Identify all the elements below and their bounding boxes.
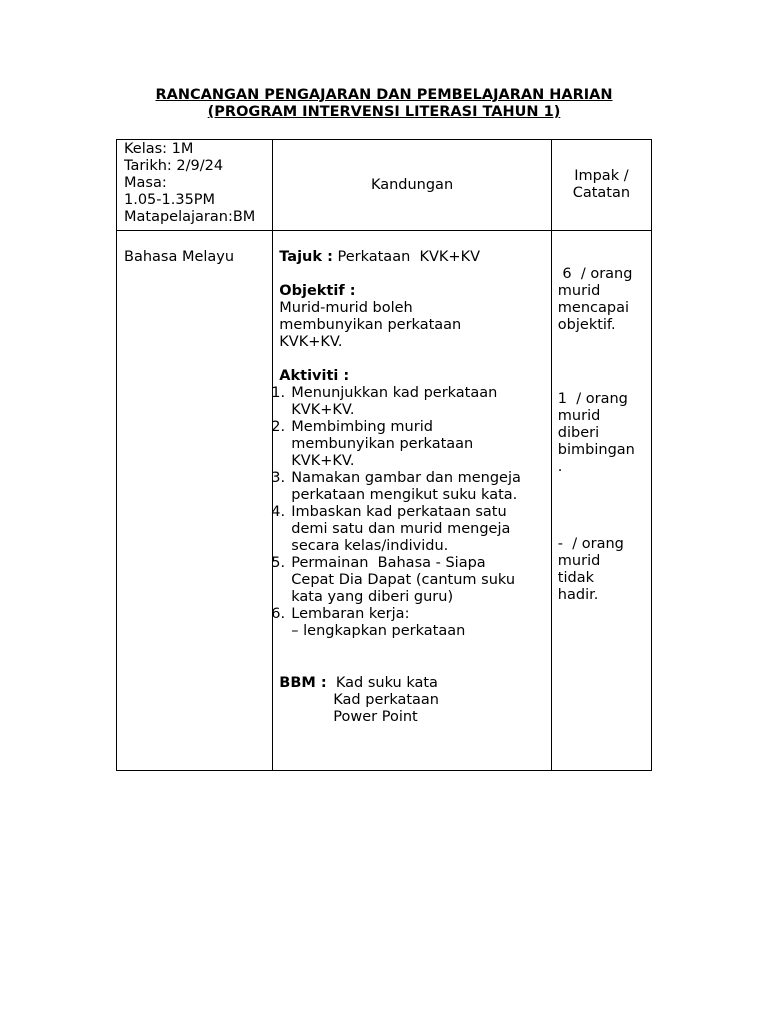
tajuk-label: Tajuk : — [279, 249, 333, 265]
aktiviti-number: 5. — [271, 555, 286, 571]
aktiviti-item — [271, 470, 545, 504]
aktiviti-line: KVK+KV. — [291, 402, 355, 418]
subject-text: Bahasa Melayu — [124, 249, 235, 265]
bbm-item: Kad suku kata — [335, 675, 438, 691]
impak-line: murid — [557, 408, 601, 424]
impak-line: mencapai — [557, 300, 630, 316]
impak-line: bimbingan — [557, 442, 635, 458]
tajuk-value: Perkataan KVK+KV — [332, 249, 480, 265]
aktiviti-line: Menunjukkan kad perkataan — [291, 385, 498, 401]
objektif-label: Objektif : — [279, 283, 356, 299]
document-subtitle: (PROGRAM INTERVENSI LITERASI TAHUN 1) — [207, 104, 561, 120]
bbm-item: Power Point — [333, 709, 418, 725]
impak-heading-line2: Catatan — [572, 185, 631, 201]
aktiviti-number: 3. — [271, 470, 286, 486]
aktiviti-label: Aktiviti : — [279, 368, 350, 384]
aktiviti-line: membunyikan perkataan — [291, 436, 474, 452]
aktiviti-line: demi satu dan murid mengeja — [291, 521, 511, 537]
aktiviti-line: Namakan gambar dan mengeja — [291, 470, 521, 486]
document-title: RANCANGAN PENGAJARAN DAN PEMBELAJARAN HARIAN — [155, 87, 613, 103]
masa-label: Masa: — [124, 175, 167, 191]
aktiviti-line: Imbaskan kad perkataan satu — [291, 504, 507, 520]
lesson-plan-table — [116, 139, 652, 771]
impak-note — [558, 266, 650, 334]
aktiviti-number: 6. — [271, 606, 286, 622]
table-header-row — [117, 140, 652, 231]
impak-cell — [551, 231, 651, 771]
subject-cell — [117, 231, 273, 771]
objektif-line: membunyikan perkataan — [279, 317, 462, 333]
table-body-row — [117, 231, 652, 771]
kelas-text: Kelas: 1M — [124, 141, 194, 157]
aktiviti-line: perkataan mengikut suku kata. — [291, 487, 518, 503]
aktiviti-item — [271, 606, 545, 623]
aktiviti-line: Membimbing murid — [291, 419, 433, 435]
bbm-item: Kad perkataan — [333, 692, 439, 708]
impak-line: 1 / orang — [557, 391, 628, 407]
aktiviti-line: Lembaran kerja: — [291, 606, 410, 622]
aktiviti-number: 4. — [271, 504, 286, 520]
aktiviti-sub-line: – lengkapkan perkataan — [291, 623, 466, 639]
aktiviti-item — [271, 555, 545, 606]
impak-line: hadir. — [557, 587, 599, 603]
impak-line: murid — [557, 283, 601, 299]
aktiviti-item — [271, 419, 545, 470]
impak-line: diberi — [557, 425, 600, 441]
aktiviti-line: Cepat Dia Dapat (cantum suku — [291, 572, 516, 588]
impak-line: 6 / orang — [557, 266, 633, 282]
header-impak-cell — [551, 140, 651, 231]
kandungan-heading: Kandungan — [370, 176, 454, 193]
bbm-label: BBM : — [279, 675, 327, 691]
impak-heading-line1: Impak / — [574, 168, 629, 184]
tarikh-text: Tarikh: 2/9/24 — [124, 158, 224, 174]
masa-value: 1.05-1.35PM — [124, 192, 216, 208]
objektif-line: KVK+KV. — [279, 334, 343, 350]
aktiviti-item — [271, 504, 545, 555]
impak-line: - / orang — [557, 536, 624, 552]
aktiviti-line: secara kelas/individu. — [291, 538, 449, 554]
aktiviti-line: kata yang diberi guru) — [291, 589, 454, 605]
header-info-cell — [117, 140, 273, 231]
objektif-line: Murid-murid boleh — [279, 300, 413, 316]
aktiviti-number: 2. — [271, 419, 286, 435]
aktiviti-line: Permainan Bahasa - Siapa — [291, 555, 486, 571]
aktiviti-item — [271, 385, 545, 419]
content-cell — [273, 231, 552, 771]
impak-note — [558, 391, 650, 476]
aktiviti-number: 1. — [271, 385, 286, 401]
matapelajaran-text: Matapelajaran:BM — [124, 209, 256, 225]
aktiviti-list — [271, 385, 545, 623]
impak-line: . — [557, 459, 563, 475]
impak-note — [558, 536, 650, 604]
bbm-row — [279, 675, 545, 692]
header-kandungan-cell — [273, 140, 552, 231]
impak-line: murid — [557, 553, 601, 569]
aktiviti-line: KVK+KV. — [291, 453, 355, 469]
impak-line: objektif. — [557, 317, 616, 333]
impak-line: tidak — [557, 570, 594, 586]
tajuk-row — [279, 249, 545, 266]
